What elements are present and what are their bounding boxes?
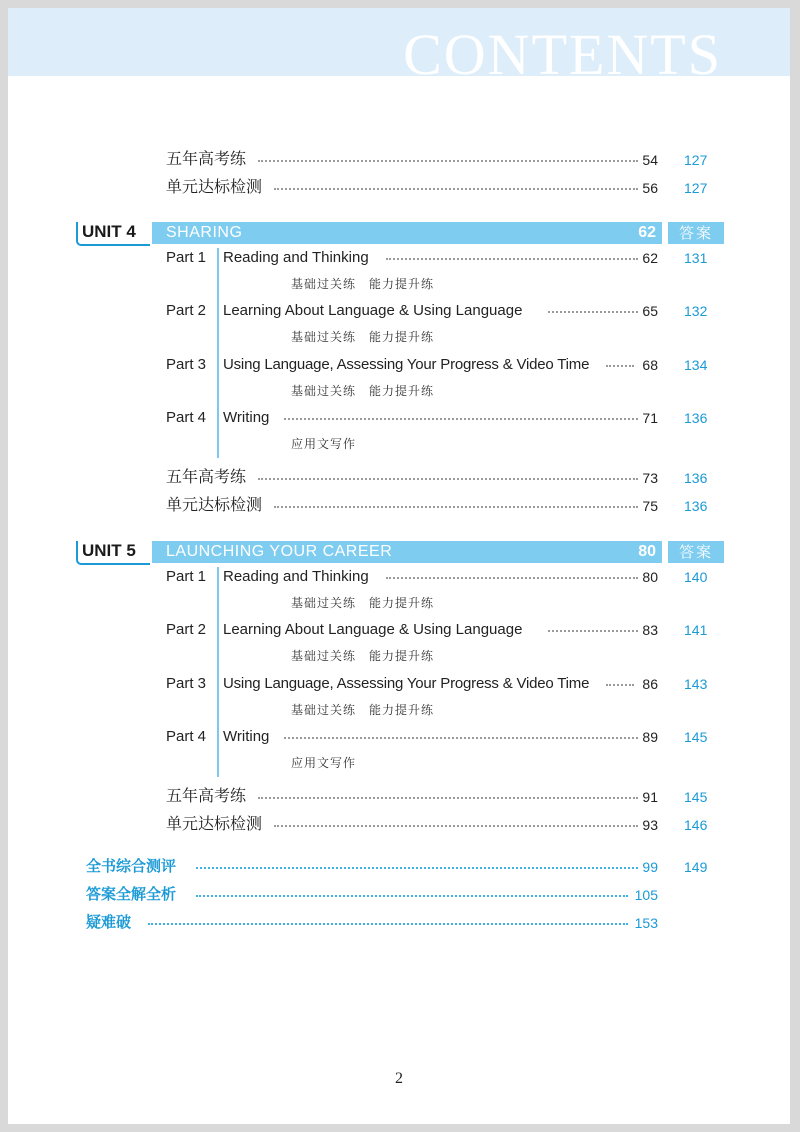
unit-title: SHARING bbox=[166, 224, 243, 241]
part-answer-page[interactable]: 140 bbox=[684, 569, 708, 585]
part-number: Part 1 bbox=[166, 249, 207, 266]
toc-entry-page[interactable]: 54 bbox=[642, 152, 658, 168]
part-page[interactable]: 86 bbox=[642, 676, 658, 692]
part-title[interactable]: Reading and Thinking bbox=[223, 568, 369, 585]
toc-entry-answer-page[interactable]: 149 bbox=[684, 859, 708, 875]
part-number: Part 4 bbox=[166, 728, 207, 745]
unit-page: 80 bbox=[638, 543, 656, 560]
toc-entry-page[interactable]: 93 bbox=[642, 817, 658, 833]
part-subsections: 基础过关练 能力提升练 bbox=[291, 277, 435, 291]
part-divider-line bbox=[217, 567, 219, 777]
part-title[interactable]: Reading and Thinking bbox=[223, 249, 369, 266]
toc-entry-label[interactable]: 五年高考练 bbox=[166, 469, 247, 486]
toc-entry-label[interactable]: 疑难破 bbox=[86, 914, 132, 931]
leader-dots bbox=[196, 895, 628, 897]
leader-dots bbox=[386, 577, 638, 579]
part-answer-page[interactable]: 145 bbox=[684, 729, 708, 745]
toc-entry-label[interactable]: 答案全解全析 bbox=[86, 886, 177, 903]
answer-column-label: 答案 bbox=[668, 222, 724, 244]
leader-dots bbox=[274, 188, 638, 190]
toc-entry-page[interactable]: 56 bbox=[642, 180, 658, 196]
part-subsections: 应用文写作 bbox=[291, 437, 357, 451]
toc-entry-label[interactable]: 单元达标检测 bbox=[166, 179, 263, 196]
part-subsections: 应用文写作 bbox=[291, 756, 357, 770]
toc-entry-answer-page[interactable]: 127 bbox=[684, 152, 708, 168]
part-number: Part 3 bbox=[166, 356, 207, 373]
leader-dots bbox=[386, 258, 638, 260]
unit-tag: UNIT 5 bbox=[76, 541, 150, 565]
unit-page: 62 bbox=[638, 224, 656, 241]
part-number: Part 4 bbox=[166, 409, 207, 426]
part-page[interactable]: 62 bbox=[642, 250, 658, 266]
toc-entry-label[interactable]: 五年高考练 bbox=[166, 788, 247, 805]
part-page[interactable]: 89 bbox=[642, 729, 658, 745]
toc-entry-label[interactable]: 单元达标检测 bbox=[166, 816, 263, 833]
leader-dots bbox=[148, 923, 628, 925]
part-number: Part 3 bbox=[166, 675, 207, 692]
toc-entry-page[interactable]: 91 bbox=[642, 789, 658, 805]
contents-title: CONTENTS bbox=[403, 22, 722, 76]
leader-dots bbox=[284, 737, 638, 739]
part-title[interactable]: Learning About Language & Using Language bbox=[223, 302, 523, 319]
toc-entry-label[interactable]: 五年高考练 bbox=[166, 151, 247, 168]
unit-bar[interactable] bbox=[152, 222, 662, 244]
part-title[interactable]: Writing bbox=[223, 728, 270, 745]
toc-entry-label[interactable]: 单元达标检测 bbox=[166, 497, 263, 514]
part-page[interactable]: 65 bbox=[642, 303, 658, 319]
part-page[interactable]: 80 bbox=[642, 569, 658, 585]
leader-dots bbox=[258, 160, 638, 162]
page-number: 2 bbox=[395, 1070, 403, 1087]
part-answer-page[interactable]: 134 bbox=[684, 357, 708, 373]
toc-entry-page[interactable]: 75 bbox=[642, 498, 658, 514]
part-subsections: 基础过关练 能力提升练 bbox=[291, 596, 435, 610]
leader-dots bbox=[258, 478, 638, 480]
part-answer-page[interactable]: 136 bbox=[684, 410, 708, 426]
part-subsections: 基础过关练 能力提升练 bbox=[291, 703, 435, 717]
toc-entry-page[interactable]: 73 bbox=[642, 470, 658, 486]
unit-bar[interactable] bbox=[152, 541, 662, 563]
toc-entry-answer-page[interactable]: 136 bbox=[684, 470, 708, 486]
part-number: Part 1 bbox=[166, 568, 207, 585]
toc-entry-page[interactable]: 153 bbox=[634, 915, 658, 931]
part-title[interactable]: Writing bbox=[223, 409, 270, 426]
toc-entry-page[interactable]: 99 bbox=[642, 859, 658, 875]
part-page[interactable]: 68 bbox=[642, 357, 658, 373]
part-title[interactable]: Using Language, Assessing Your Progress & Video Time bbox=[223, 356, 590, 373]
part-divider-line bbox=[217, 248, 219, 458]
header-band bbox=[8, 8, 790, 76]
part-answer-page[interactable]: 132 bbox=[684, 303, 708, 319]
leader-dots bbox=[274, 506, 638, 508]
leader-dots bbox=[284, 418, 638, 420]
part-subsections: 基础过关练 能力提升练 bbox=[291, 649, 435, 663]
unit-title: LAUNCHING YOUR CAREER bbox=[166, 543, 393, 560]
part-answer-page[interactable]: 143 bbox=[684, 676, 708, 692]
part-subsections: 基础过关练 能力提升练 bbox=[291, 330, 435, 344]
part-subsections: 基础过关练 能力提升练 bbox=[291, 384, 435, 398]
part-number: Part 2 bbox=[166, 302, 207, 319]
toc-entry-answer-page[interactable]: 146 bbox=[684, 817, 708, 833]
part-number: Part 2 bbox=[166, 621, 207, 638]
document-page bbox=[8, 8, 790, 1124]
leader-dots bbox=[196, 867, 638, 869]
toc-entry-page[interactable]: 105 bbox=[634, 887, 658, 903]
part-title[interactable]: Using Language, Assessing Your Progress & Video Time bbox=[223, 675, 590, 692]
toc-entry-answer-page[interactable]: 127 bbox=[684, 180, 708, 196]
answer-column-label: 答案 bbox=[668, 541, 724, 563]
part-page[interactable]: 71 bbox=[642, 410, 658, 426]
part-answer-page[interactable]: 141 bbox=[684, 622, 708, 638]
part-title[interactable]: Learning About Language & Using Language bbox=[223, 621, 523, 638]
part-page[interactable]: 83 bbox=[642, 622, 658, 638]
toc-entry-answer-page[interactable]: 136 bbox=[684, 498, 708, 514]
leader-dots bbox=[274, 825, 638, 827]
part-answer-page[interactable]: 131 bbox=[684, 250, 708, 266]
unit-tag: UNIT 4 bbox=[76, 222, 150, 246]
toc-entry-answer-page[interactable]: 145 bbox=[684, 789, 708, 805]
toc-entry-label[interactable]: 全书综合测评 bbox=[86, 858, 177, 875]
leader-dots bbox=[258, 797, 638, 799]
